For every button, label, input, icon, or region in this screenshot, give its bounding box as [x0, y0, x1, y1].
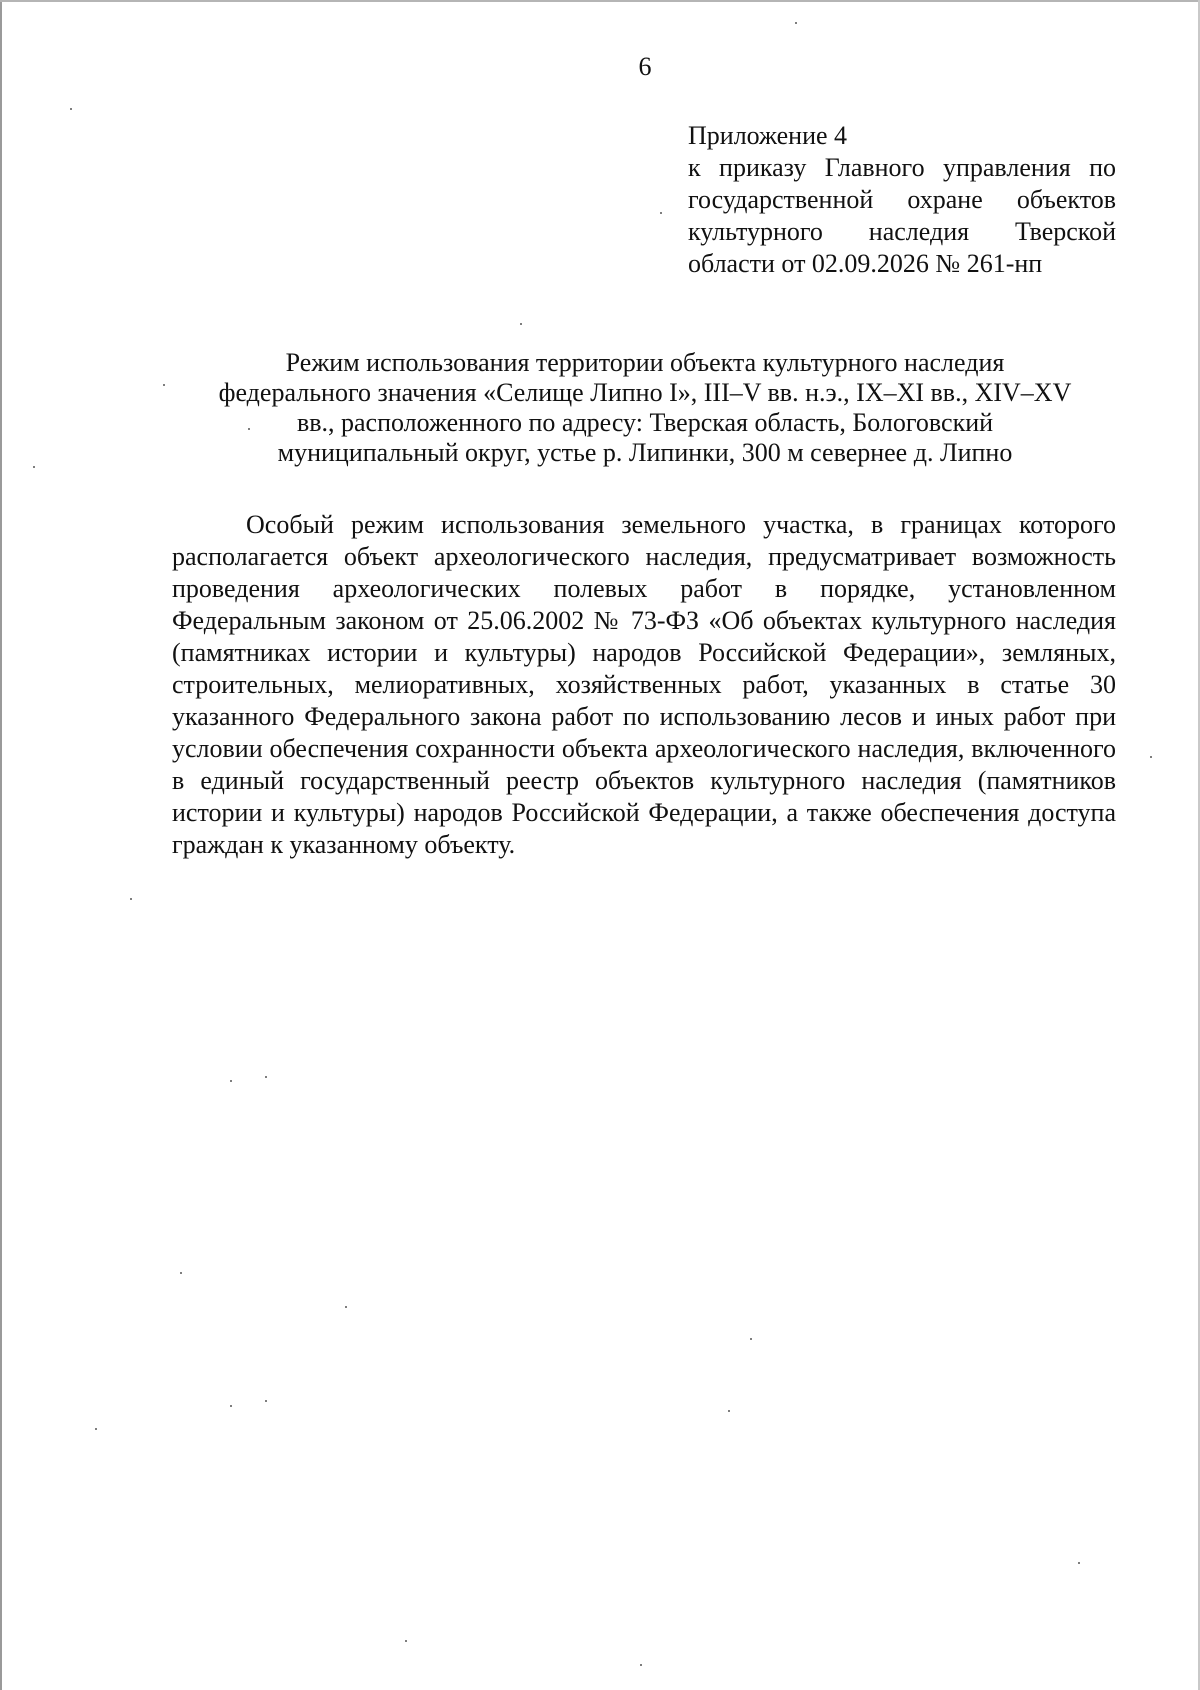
- scan-speck: [95, 1428, 97, 1430]
- body-paragraph: Особый режим использования земельного участка, в границах которого располагается объект археологического наследия, предусматривает возможность проведения археологических полевых работ в порядке, установленном Федеральным законом от 25.06.2002 № 73-ФЗ «Об объектах культурного наследия (памятниках истории и культуры) народов Российской Федерации», земляных, строительных, мелиоративных, хозяйственных работ, указанных в статье 30 указанного Федерального закона работ по использованию лесов и иных работ при условии обеспечения сохранности объекта археологического наследия, включенного в единый государственный реестр объектов культурного наследия (памятников истории и культуры) народов Российской Федерации, а также обеспечения доступа граждан к указанному объекту.: [172, 510, 1116, 859]
- scan-speck: [70, 108, 72, 110]
- document-title-line: федерального значения «Селище Липно I», III–V вв. н.э., IX–XI вв., XIV–XV: [218, 378, 1072, 407]
- scan-speck: [130, 898, 132, 900]
- scan-speck: [660, 212, 662, 214]
- document-title-line: Режим использования территории объекта культурного наследия: [285, 348, 1005, 377]
- page-number: 6: [638, 52, 652, 81]
- scan-speck: [750, 1338, 752, 1340]
- appendix-title: Приложение 4: [688, 121, 848, 150]
- scan-speck: [265, 1400, 267, 1402]
- scan-speck: [1078, 1562, 1080, 1564]
- document-title-line: муниципальный округ, устье р. Липинки, 300 м севернее д. Липно: [277, 438, 1013, 467]
- scan-speck: [640, 1664, 642, 1666]
- scan-speck: [728, 1410, 730, 1412]
- scan-speck: [163, 384, 165, 386]
- scan-speck: [265, 1076, 267, 1078]
- appendix-reference: к приказу Главного управления по государственной охране объектов культурного наследия Тверской области от 02.09.2026 № 261-нп: [688, 153, 1116, 278]
- appendix-block: [688, 120, 1116, 280]
- scan-edge-top: [0, 0, 1200, 2]
- scan-speck: [230, 1080, 232, 1082]
- document-title-line: вв., расположенного по адресу: Тверская область, Бологовский: [296, 408, 994, 437]
- document-title: [172, 348, 1118, 468]
- scan-speck: [230, 1405, 232, 1407]
- scan-speck: [345, 1306, 347, 1308]
- scan-speck: [33, 466, 35, 468]
- scan-speck: [795, 22, 797, 24]
- scan-edge-left: [0, 0, 2, 1690]
- scan-speck: [405, 1640, 407, 1642]
- scan-speck: [1150, 756, 1152, 758]
- scan-speck: [520, 323, 522, 325]
- scan-speck: [180, 1272, 182, 1274]
